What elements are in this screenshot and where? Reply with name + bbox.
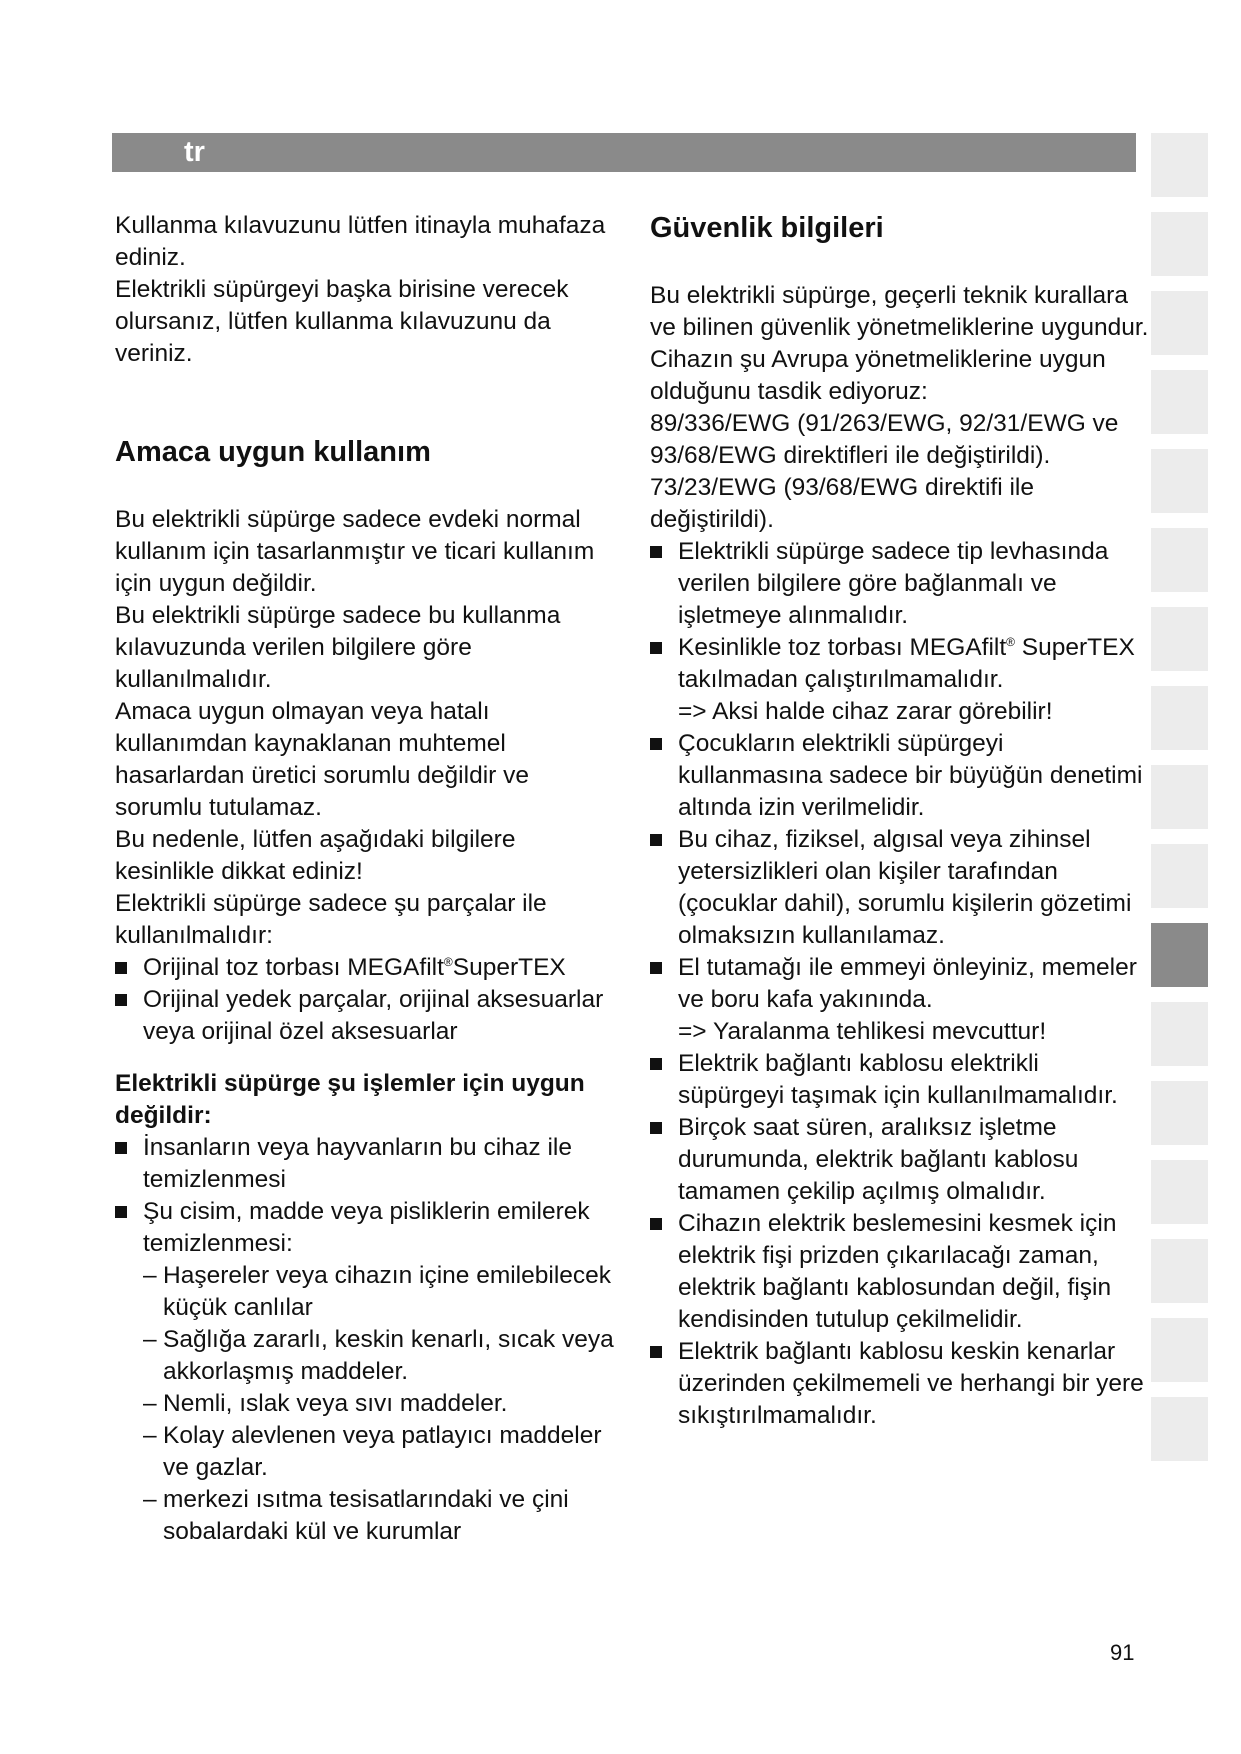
side-tab — [1151, 1239, 1208, 1303]
sub-list-item: – Sağlığa zararlı, keskin kenarlı, sıcak veya akkorlaşmış maddeler. — [143, 1324, 615, 1388]
language-code: tr — [184, 136, 205, 168]
list-item: Birçok saat süren, aralıksız işletme durumunda, elektrik bağlantı kablosu tamamen çekilip açılmış olmalıdır. — [650, 1112, 1150, 1208]
side-tab — [1151, 449, 1208, 513]
side-tab — [1151, 1397, 1208, 1461]
side-tab — [1151, 528, 1208, 592]
list-item: Orijinal toz torbası MEGAfilt®SuperTEX — [115, 952, 615, 984]
list-item: Şu cisim, madde veya pisliklerin emilerek temizlenmesi: — [115, 1196, 615, 1260]
unsuitable-sublist — [115, 1260, 615, 1548]
side-tab — [1151, 607, 1208, 671]
directives-text: 89/336/EWG (91/263/EWG, 92/31/EWG ve 93/68/EWG direktifleri ile değiştirildi). — [650, 410, 1119, 469]
side-tab — [1151, 1002, 1208, 1066]
list-item: İnsanların veya hayvanların bu cihaz ile temizlenmesi — [115, 1132, 615, 1196]
sub-list-item: – Nemli, ıslak veya sıvı maddeler. — [143, 1388, 615, 1420]
side-tab — [1151, 844, 1208, 908]
side-tab — [1151, 686, 1208, 750]
list-item: Orijinal yedek parçalar, orijinal aksesuarlar veya orijinal özel aksesuarlar — [115, 984, 615, 1048]
list-item: Çocukların elektrikli süpürgeyi kullanmasına sadece bir büyüğün denetimi altında izin verilmelidir. — [650, 728, 1150, 824]
section-title-safety: Güvenlik bilgileri — [650, 212, 884, 244]
sub-list-item: – merkezi ısıtma tesisatlarındaki ve çini sobalardaki kül ve kurumlar — [143, 1484, 615, 1548]
intended-use-text — [115, 504, 615, 952]
subsection-title-unsuitable: Elektrikli süpürge şu işlemler için uygun değildir: — [115, 1070, 585, 1129]
header-bar — [112, 133, 1136, 172]
paragraph: Amaca uygun olmayan veya hatalı kullanımdan kaynaklanan muhtemel hasarlardan üretici sorumlu değildir ve sorumlu tutulamaz. — [115, 698, 529, 821]
sub-list-item: – Haşereler veya cihazın içine emilebilecek küçük canlılar — [143, 1260, 615, 1324]
list-item: Elektrikli süpürge sadece tip levhasında verilen bilgilere göre bağlanmalı ve işletmeye alınmalıdır. — [650, 536, 1150, 632]
list-item: Elektrik bağlantı kablosu keskin kenarlar üzerinden çekilmemeli ve herhangi bir yere sıkıştırılmamalıdır. — [650, 1336, 1150, 1432]
side-tab — [1151, 370, 1208, 434]
directives-text: Cihazın şu Avrupa yönetmeliklerine uygun olduğunu tasdik ediyoruz: — [650, 346, 1106, 405]
side-tab — [1151, 133, 1208, 197]
sub-list-item: – Kolay alevlenen veya patlayıcı maddeler ve gazlar. — [143, 1420, 615, 1484]
left-column — [115, 210, 615, 1548]
side-tab — [1151, 291, 1208, 355]
side-tab — [1151, 1318, 1208, 1382]
warning-note: => Aksi halde cihaz zarar görebilir! — [678, 698, 1053, 725]
intro-paragraph: Elektrikli süpürgeyi başka birisine verecek olursanız, lütfen kullanma kılavuzunu da veriniz. — [115, 276, 569, 367]
side-tab — [1151, 1081, 1208, 1145]
warning-note: => Yaralanma tehlikesi mevcuttur! — [678, 1018, 1047, 1045]
directives-text: 73/23/EWG (93/68/EWG direktifi ile değiştirildi). — [650, 474, 1034, 533]
side-tab — [1151, 212, 1208, 276]
safety-intro: Bu elektrikli süpürge, geçerli teknik kurallara ve bilinen güvenlik yönetmeliklerine uygundur. — [650, 282, 1149, 341]
side-tab-strip — [1151, 133, 1208, 1476]
parts-list — [115, 952, 615, 1048]
unsuitable-list — [115, 1132, 615, 1260]
list-item: Kesinlikle toz torbası MEGAfilt® SuperTEX takılmadan çalıştırılmamalıdır. => Aksi halde cihaz zarar görebilir! — [650, 632, 1150, 728]
side-tab — [1151, 1160, 1208, 1224]
right-column — [650, 210, 1150, 1432]
safety-list — [650, 536, 1150, 1432]
list-item: Bu cihaz, fiziksel, algısal veya zihinsel yetersizlikleri olan kişiler tarafından (çocuklar dahil), sorumlu kişilerin gözetimi olmaksızın kullanılamaz. — [650, 824, 1150, 952]
list-item: Cihazın elektrik beslemesini kesmek için elektrik fişi prizden çıkarılacağı zaman, elektrik bağlantı kablosundan değil, fişin kendisinden tutulup çekilmelidir. — [650, 1208, 1150, 1336]
paragraph: Bu elektrikli süpürge sadece bu kullanma kılavuzunda verilen bilgilere göre kullanılmalıdır. — [115, 602, 561, 693]
intro-paragraph: Kullanma kılavuzunu lütfen itinayla muhafaza ediniz. — [115, 212, 606, 271]
side-tab-active — [1151, 923, 1208, 987]
list-item: Elektrik bağlantı kablosu elektrikli süpürgeyi taşımak için kullanılmamalıdır. — [650, 1048, 1150, 1112]
list-item: El tutamağı ile emmeyi önleyiniz, memeler ve boru kafa yakınında. => Yaralanma tehlikesi mevcuttur! — [650, 952, 1150, 1048]
paragraph: Elektrikli süpürge sadece şu parçalar ile kullanılmalıdır: — [115, 890, 547, 949]
side-tab — [1151, 765, 1208, 829]
paragraph: Bu nedenle, lütfen aşağıdaki bilgilere kesinlikle dikkat ediniz! — [115, 826, 516, 885]
section-title-intended-use: Amaca uygun kullanım — [115, 436, 431, 468]
paragraph: Bu elektrikli süpürge sadece evdeki normal kullanım için tasarlanmıştır ve ticari kullanım için uygun değildir. — [115, 506, 595, 597]
page-number: 91 — [1110, 1640, 1135, 1665]
